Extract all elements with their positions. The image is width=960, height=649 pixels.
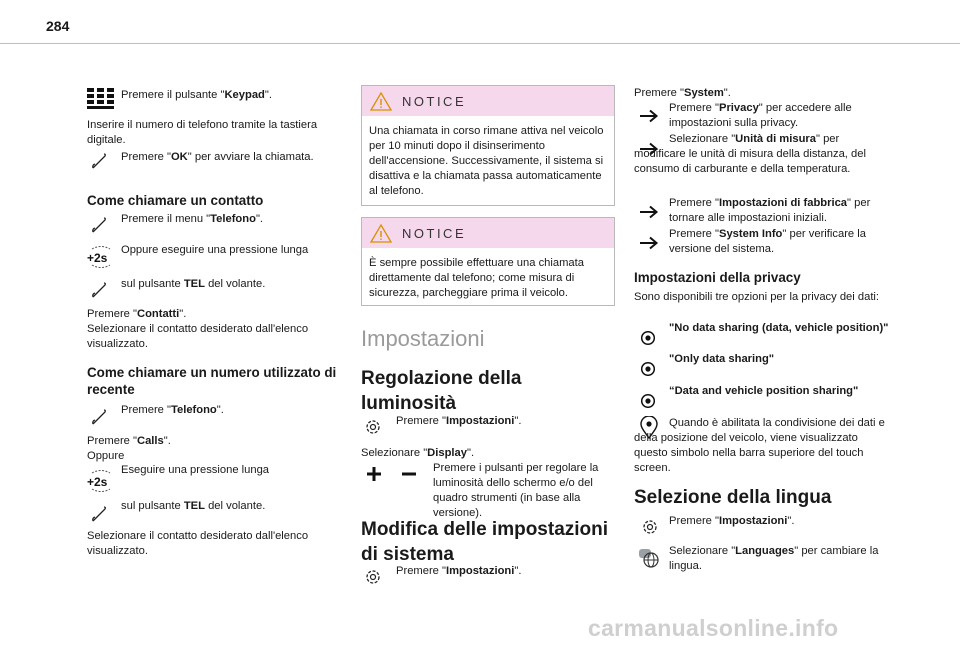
notice-title: NOTICE <box>402 94 467 109</box>
tel-button-instruction-2: sul pulsante TEL del volante. <box>121 500 266 512</box>
keypad-icon <box>87 88 114 109</box>
settings-gear-icon <box>364 568 382 586</box>
heading-privacy: Impostazioni della privacy <box>634 270 801 285</box>
factory-reset-instruction: Premere "Impostazioni di fabbrica" per tornare alle impostazioni iniziali. <box>669 197 871 224</box>
long-press-text: Oppure eseguire una pressione lunga <box>121 244 309 256</box>
privacy-instruction: Premere "Privacy" per accedere alle impostazioni sulla privacy. <box>669 102 852 129</box>
long-press-2s-icon <box>86 246 116 268</box>
notice-header <box>362 218 614 248</box>
tel-button-instruction: sul pulsante TEL del volante. <box>121 278 266 290</box>
oppure-text: Oppure <box>87 450 125 462</box>
touch-stylus-icon <box>90 152 108 170</box>
page-number: 284 <box>46 18 70 34</box>
impostazioni-instruction-2: Premere "Impostazioni". <box>396 565 522 577</box>
section-title-settings: Impostazioni <box>361 326 485 351</box>
heading-brightness: Regolazione della luminosità <box>361 368 522 414</box>
heading-call-recent: Come chiamare un numero utilizzato di recente <box>87 365 337 397</box>
notice-box-1 <box>361 85 615 206</box>
notice-title: NOTICE <box>402 226 467 241</box>
arrow-right-icon <box>639 236 659 250</box>
insert-number-text: Inserire il numero di telefono tramite la tastiera digitale. <box>87 119 318 146</box>
svg-text:+2s: +2s <box>87 251 108 265</box>
notice-header <box>362 86 614 116</box>
heading-system-settings: Modifica delle impostazioni di sistema <box>361 519 609 565</box>
system-instruction: Premere "System". <box>634 87 731 99</box>
minus-icon <box>402 467 416 481</box>
brightness-buttons-text: Premere i pulsanti per regolare la luminosità dello schermo e/o del quadro strumenti (in base alla versione). <box>433 462 599 519</box>
long-press-text-2: Eseguire una pressione lunga <box>121 464 270 476</box>
privacy-option-1: "No data sharing (data, vehicle position)" <box>669 322 889 334</box>
impostazioni-instruction-3: Premere "Impostazioni". <box>669 515 795 527</box>
arrow-right-icon <box>639 205 659 219</box>
system-info-instruction: Premere "System Info" per verificare la versione del sistema. <box>669 228 866 255</box>
warning-icon <box>370 223 392 243</box>
ok-instruction: Premere "OK" per avviare la chiamata. <box>121 151 314 163</box>
contatti-instruction: Premere "Contatti". Selezionare il contatto desiderato dall'elenco visualizzato. <box>87 308 309 350</box>
radio-target-icon <box>640 393 656 409</box>
location-sharing-text: Quando è abilitata la condivisione dei dati e della posizione del veicolo, viene visualizzato questo simbolo nella barra superiore del touch screen. <box>634 417 885 474</box>
touch-stylus-icon <box>90 281 108 299</box>
select-contact-text: Selezionare il contatto desiderato dall'elenco visualizzato. <box>87 530 309 557</box>
display-instruction: Selezionare "Display". <box>361 447 475 459</box>
arrow-right-icon <box>639 109 659 123</box>
plus-icon <box>367 467 381 481</box>
notice-text: Una chiamata in corso rimane attiva nel veicolo per 10 minuti dopo il disinserimento dell'accensione. Successivamente, il sistema si disattiva e la chiamata passa automaticamente al telefono. <box>369 125 604 197</box>
heading-language: Selezione della lingua <box>634 487 832 508</box>
settings-gear-icon <box>364 418 382 436</box>
impostazioni-instruction: Premere "Impostazioni". <box>396 415 522 427</box>
privacy-option-3: “Data and vehicle position sharing" <box>669 385 859 397</box>
touch-stylus-icon <box>90 505 108 523</box>
privacy-intro-text: Sono disponibili tre opzioni per la privacy dei dati: <box>634 291 880 303</box>
calls-instruction: Premere "Calls". <box>87 435 171 447</box>
notice-box-2 <box>361 217 615 306</box>
radio-target-icon <box>640 361 656 377</box>
radio-target-icon <box>640 330 656 346</box>
telefono-instruction: Premere "Telefono". <box>121 404 224 416</box>
watermark: carmanualsonline.info <box>588 615 839 641</box>
menu-telefono-instruction: Premere il menu "Telefono". <box>121 213 264 225</box>
header-divider <box>0 43 960 44</box>
units-instruction: Selezionare "Unità di misura" per modificare le unità di misura della distanza, del consumo di carburante e della temperatura. <box>634 133 866 175</box>
touch-stylus-icon <box>90 216 108 234</box>
long-press-2s-icon <box>86 470 116 492</box>
language-globe-icon <box>637 546 661 570</box>
warning-icon <box>370 91 392 111</box>
languages-instruction: Selezionare "Languages" per cambiare la lingua. <box>669 545 879 572</box>
notice-text: È sempre possibile effettuare una chiamata direttamente dal telefono; come misura di sicurezza, parcheggiare prima il veicolo. <box>369 257 584 299</box>
heading-call-contact: Come chiamare un contatto <box>87 193 264 208</box>
privacy-option-2: "Only data sharing" <box>669 353 775 365</box>
keypad-instruction: Premere il pulsante "Keypad". <box>121 89 272 101</box>
touch-stylus-icon <box>90 408 108 426</box>
settings-gear-icon <box>641 518 659 536</box>
svg-text:+2s: +2s <box>87 475 108 489</box>
